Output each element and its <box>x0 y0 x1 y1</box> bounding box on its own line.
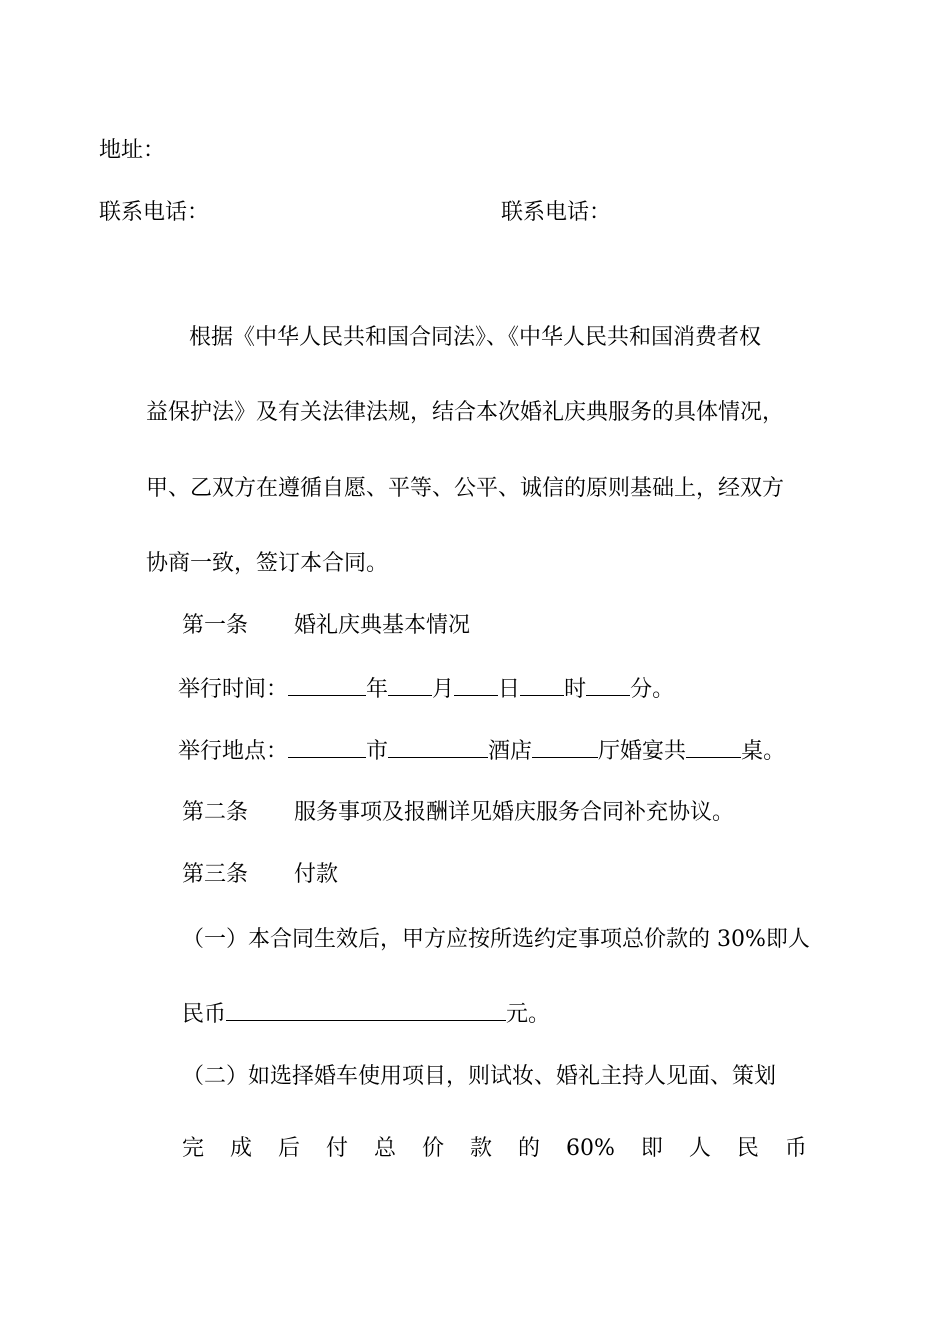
phone-label-right: 联系电话： <box>501 200 612 225</box>
hotel-blank[interactable] <box>388 735 488 758</box>
year-blank[interactable] <box>288 673 366 696</box>
char: 后 <box>278 1136 301 1161</box>
article2-number: 第二条 <box>182 800 249 825</box>
article3-title: 付款 <box>294 862 339 887</box>
event-place-label: 举行地点： <box>178 739 289 764</box>
hotel-unit: 酒店 <box>488 739 533 764</box>
day-unit: 日 <box>498 677 521 702</box>
minute-unit: 分。 <box>630 677 675 702</box>
hall-unit: 厅婚宴共 <box>598 739 687 764</box>
article1-title: 婚礼庆典基本情况 <box>294 613 471 638</box>
phone-line-left <box>99 198 209 228</box>
char: 价 <box>422 1136 445 1161</box>
day-blank[interactable] <box>454 673 498 696</box>
char: 款 <box>470 1136 493 1161</box>
char: 完 <box>182 1136 205 1161</box>
char: 币 <box>784 1136 807 1161</box>
intro-line-2: 益保护法》及有关法律法规，结合本次婚礼庆典服务的具体情况， <box>146 400 785 425</box>
char: 人 <box>688 1136 711 1161</box>
minute-blank[interactable] <box>586 673 630 696</box>
year-unit: 年 <box>366 677 389 702</box>
payment-item2-line1: （二）如选择婚车使用项目，则试妆、婚礼主持人见面、策划 <box>182 1064 777 1089</box>
payment-item2-line2 <box>182 1134 807 1164</box>
char: 成 <box>230 1136 253 1161</box>
tables-unit: 桌。 <box>741 739 786 764</box>
city-blank[interactable] <box>288 735 366 758</box>
address-line <box>99 136 165 166</box>
currency-prefix: 民币 <box>182 1002 227 1027</box>
article2-text: 服务事项及报酬详见婚庆服务合同补充协议。 <box>294 800 735 825</box>
phone-line-right <box>501 198 611 228</box>
char: 的 <box>518 1136 541 1161</box>
intro-line-1: 根据《中华人民共和国合同法》、《中华人民共和国消费者权 <box>189 325 762 350</box>
article3-number: 第三条 <box>182 862 249 887</box>
article3-heading <box>182 860 338 890</box>
char: 付 <box>326 1136 349 1161</box>
char: 民 <box>736 1136 759 1161</box>
phone-label-left: 联系电话： <box>99 200 210 225</box>
hour-unit: 时 <box>564 677 587 702</box>
article1-heading <box>182 611 470 641</box>
event-place-line <box>178 735 785 767</box>
char: 即 <box>640 1136 663 1161</box>
char: 60% <box>566 1136 615 1161</box>
currency-suffix: 元。 <box>506 1002 551 1027</box>
payment-item1-line1: （一）本合同生效后，甲方应按所选约定事项总价款的 30%即人 <box>182 927 810 952</box>
month-blank[interactable] <box>388 673 432 696</box>
hour-blank[interactable] <box>520 673 564 696</box>
city-unit: 市 <box>366 739 389 764</box>
char: 总 <box>374 1136 397 1161</box>
intro-line-4: 协商一致，签订本合同。 <box>146 551 389 576</box>
intro-line-3: 甲、乙双方在遵循自愿、平等、公平、诚信的原则基础上，经双方 <box>146 476 785 501</box>
amount-blank[interactable] <box>226 998 506 1021</box>
month-unit: 月 <box>432 677 455 702</box>
tables-blank[interactable] <box>686 735 741 758</box>
event-time-label: 举行时间： <box>178 677 289 702</box>
address-label: 地址： <box>99 138 166 163</box>
article1-number: 第一条 <box>182 613 249 638</box>
payment-item1-line2 <box>182 998 550 1030</box>
event-time-line <box>178 673 674 705</box>
article2-line <box>182 798 734 828</box>
hall-blank[interactable] <box>532 735 598 758</box>
